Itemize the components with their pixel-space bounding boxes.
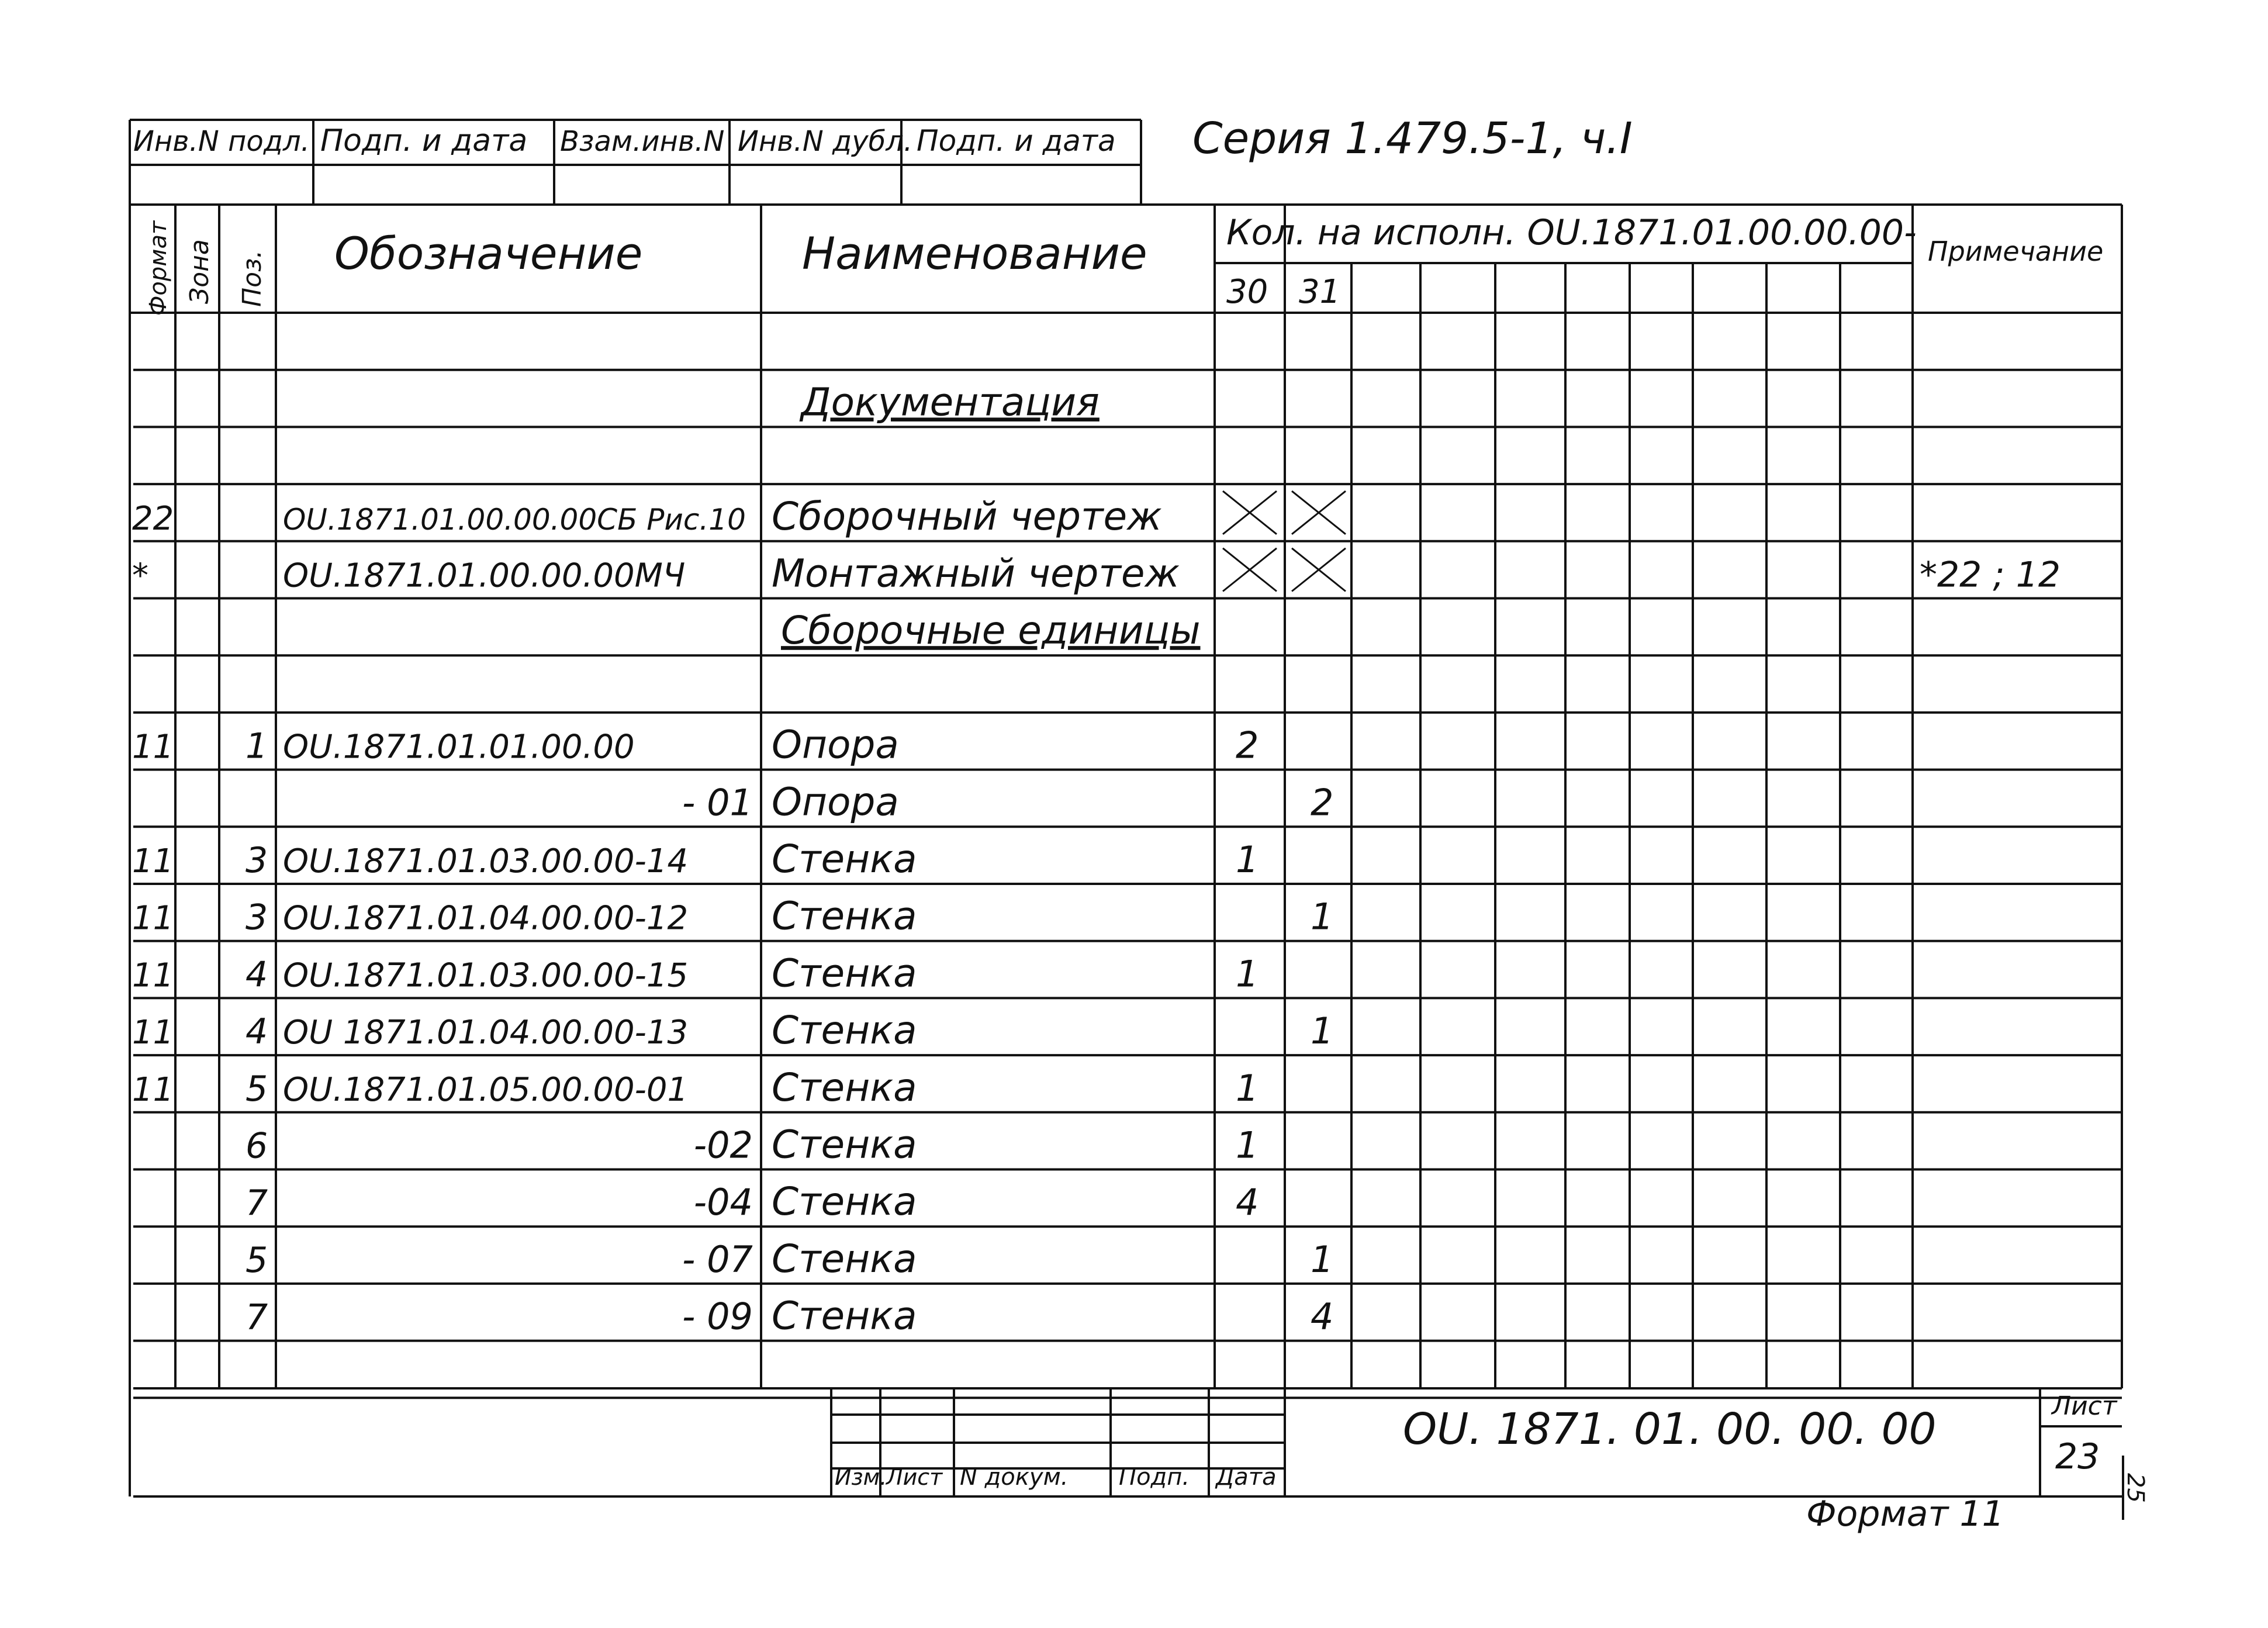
cross-mark-31 [1292, 491, 1346, 534]
cell-qty-31: 1 [1311, 1238, 1334, 1281]
cell-designation: - 01 [682, 781, 753, 824]
cell-qty-30: 1 [1236, 952, 1259, 996]
cell-name: Стенка [772, 1179, 917, 1225]
side-number: 25 [2122, 1473, 2149, 1503]
cell-name: Стенка [772, 893, 917, 939]
tb-label-list: Лист [886, 1464, 943, 1490]
cell-qty-31: 4 [1311, 1295, 1334, 1338]
cell-name: Стенка [772, 1008, 917, 1053]
cell-designation: OU.1871.01.05.00.00-01 [283, 1070, 689, 1109]
cross-mark-31 [1292, 548, 1346, 592]
cell-pos: 5 [246, 1239, 268, 1281]
header-zone: Зона [185, 239, 215, 304]
cell-designation: OU.1871.01.03.00.00-15 [283, 956, 689, 995]
cell-qty-30: 1 [1236, 1124, 1259, 1167]
tb-label-izm: Изм. [835, 1464, 887, 1490]
cell-qty-30: 4 [1236, 1181, 1259, 1224]
cell-name: Монтажный чертеж [772, 551, 1180, 596]
cell-pos: 1 [246, 725, 268, 767]
cell-pos: 3 [246, 840, 268, 881]
cell-designation: OU.1871.01.01.00.00 [283, 728, 635, 766]
cell-name: Сборочный чертеж [772, 493, 1162, 539]
cell-pos: 7 [246, 1297, 268, 1338]
section-heading: Документация [801, 379, 1100, 425]
header-qty: Кол. на исполн. OU.1871.01.00.00.00- [1226, 212, 1917, 253]
cell-format: * [132, 557, 148, 595]
cell-designation: OU.1871.01.00.00.00МЧ [283, 557, 686, 595]
cell-format: 11 [132, 1070, 174, 1109]
cross-mark-30 [1223, 491, 1277, 534]
header-note: Примечание [1928, 236, 2104, 267]
cell-pos: 7 [246, 1183, 268, 1224]
stamp-label-vzam-inv: Взам.инв.N [560, 125, 725, 158]
cell-format: 11 [132, 728, 174, 766]
cell-name: Стенка [772, 1236, 917, 1281]
stamp-label-inv-dubl: Инв.N дубл. [738, 125, 913, 158]
cell-name: Стенка [772, 1064, 917, 1110]
header-designation: Обозначение [334, 227, 643, 279]
cell-qty-31: 2 [1311, 781, 1334, 824]
stamp-label-podp-data: Подп. и дата [320, 123, 528, 158]
cell-qty-30: 2 [1236, 724, 1259, 767]
cell-designation: OU.1871.01.03.00.00-14 [283, 842, 689, 880]
cell-name: Стенка [772, 837, 917, 882]
section-heading: Сборочные единицы [781, 608, 1201, 654]
cell-name: Опора [772, 722, 899, 768]
table-rows [132, 379, 2060, 1338]
cross-mark-30 [1223, 548, 1277, 592]
cell-name: Опора [772, 779, 899, 825]
stamp-label-inv-podl: Инв.N подл. [133, 125, 310, 158]
header-qty-30: 30 [1226, 273, 1268, 311]
cell-qty-30: 1 [1236, 1066, 1259, 1109]
stamp-label-podp-data-2: Подп. и дата [917, 124, 1116, 158]
cell-format: 11 [132, 1014, 174, 1052]
series-title: Серия 1.479.5-1, ч.I [1192, 113, 1633, 164]
cell-pos: 4 [246, 1011, 268, 1053]
cell-pos: 3 [246, 897, 268, 938]
cell-name: Стенка [772, 1122, 917, 1167]
cell-designation: -04 [693, 1181, 753, 1224]
cell-pos: 5 [246, 1068, 268, 1109]
tb-label-doc: N докум. [960, 1464, 1069, 1491]
cell-qty-31: 1 [1311, 1010, 1334, 1053]
cell-qty-31: 1 [1311, 895, 1334, 938]
cell-designation: - 09 [682, 1295, 753, 1338]
cell-format: 11 [132, 956, 174, 995]
cell-name: Стенка [772, 950, 917, 996]
header-pos: Поз. [237, 250, 267, 307]
cell-pos: 6 [246, 1125, 268, 1167]
cell-format: 11 [132, 899, 174, 938]
cell-format: 11 [132, 842, 174, 880]
format-note: Формат 11 [1806, 1494, 2004, 1534]
cell-designation: OU.1871.01.04.00.00-12 [283, 899, 689, 938]
header-name: Наименование [802, 227, 1147, 279]
cell-note: *22 ; 12 [1920, 554, 2061, 596]
grid-lines [130, 120, 2123, 1520]
header-qty-31: 31 [1299, 273, 1341, 311]
cell-designation: -02 [693, 1124, 753, 1167]
cell-qty-30: 1 [1236, 838, 1259, 881]
tb-label-podp: Подп. [1119, 1464, 1190, 1491]
tb-label-data: Дата [1216, 1464, 1277, 1491]
sheet-label: Лист [2052, 1391, 2117, 1421]
cell-designation: OU.1871.01.00.00.00СБ Рис.10 [283, 502, 746, 537]
cell-pos: 4 [246, 954, 268, 996]
header-format: Формат [145, 220, 172, 316]
cell-designation: OU 1871.01.04.00.00-13 [283, 1014, 689, 1052]
cell-name: Стенка [772, 1293, 917, 1339]
doc-number: OU. 1871. 01. 00. 00. 00 [1403, 1404, 1937, 1454]
cell-format: 22 [132, 499, 174, 538]
sheet-number: 23 [2055, 1436, 2100, 1477]
cell-designation: - 07 [682, 1238, 753, 1281]
